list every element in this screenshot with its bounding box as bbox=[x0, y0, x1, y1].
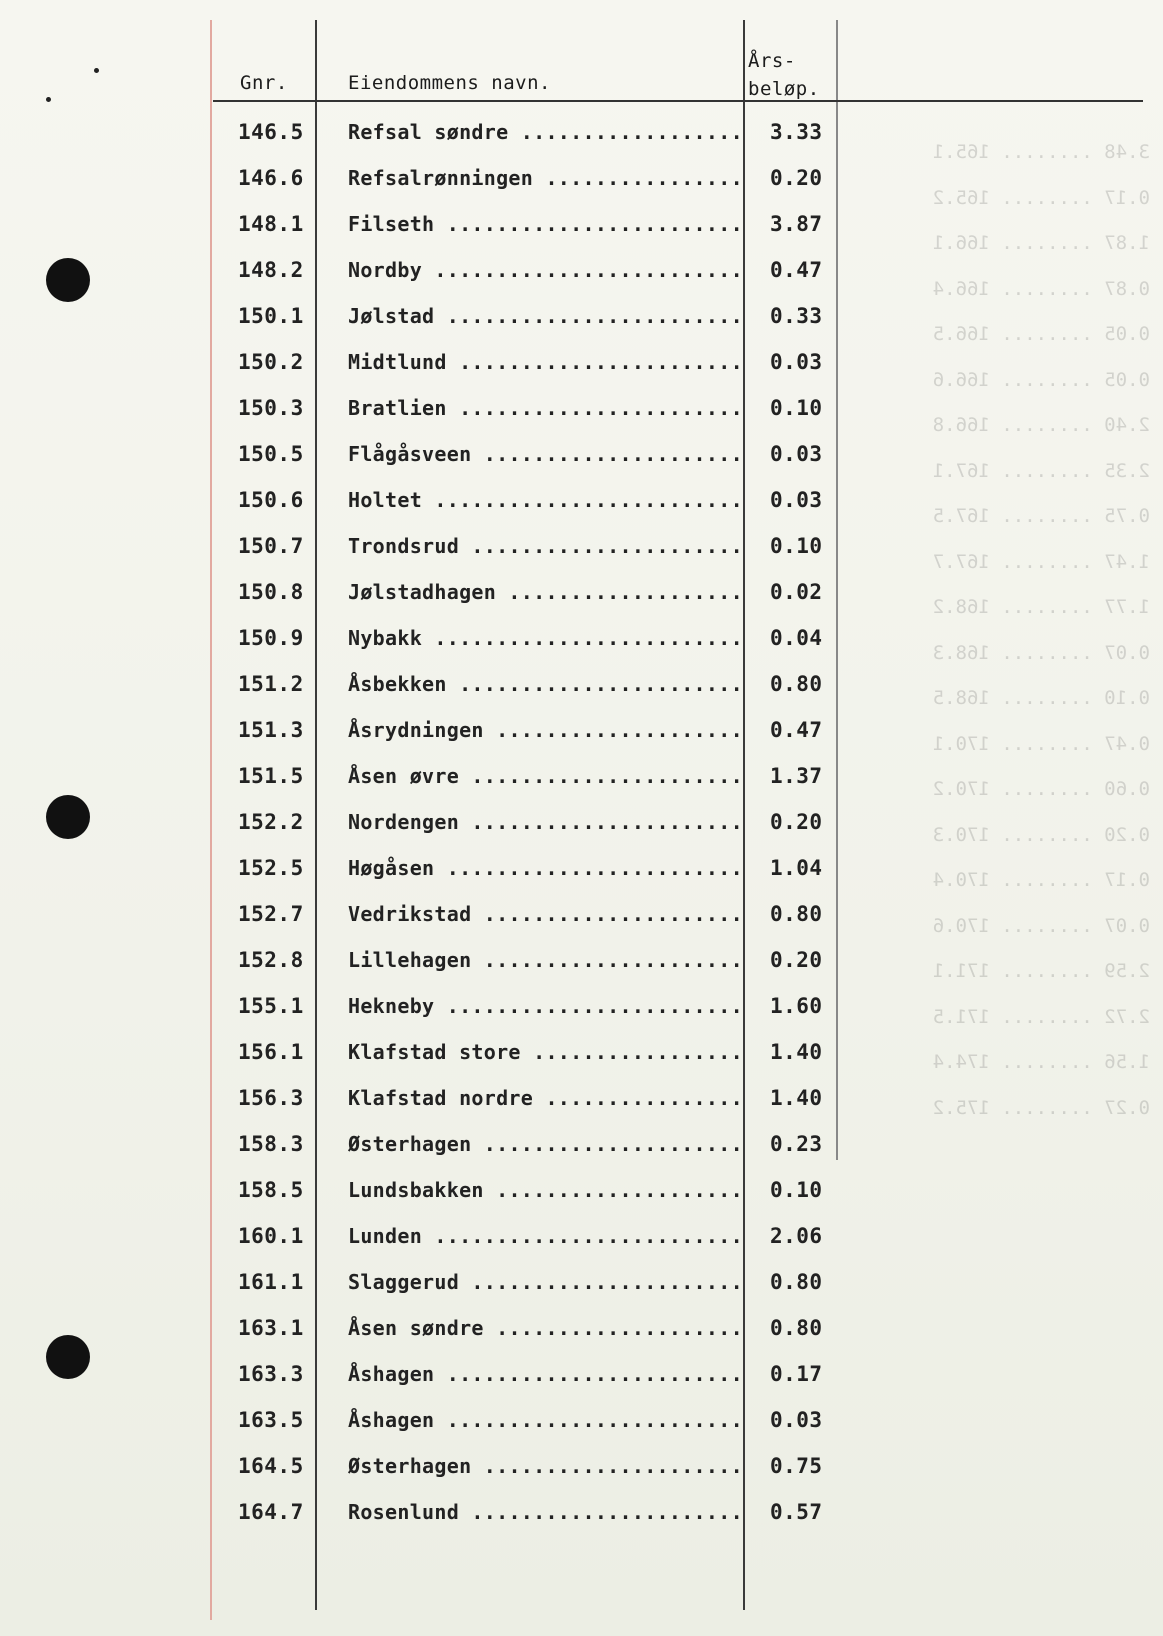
property-name-cell: Klafstad nordre ..... bbox=[348, 1086, 744, 1110]
property-name-cell: Lunden ..... bbox=[348, 1224, 744, 1248]
table-row bbox=[0, 856, 1163, 900]
gnr-cell: 148.1 bbox=[238, 212, 304, 236]
table-row bbox=[0, 120, 1163, 164]
property-name-cell: Nybakk ..... bbox=[348, 626, 744, 650]
table-row bbox=[0, 304, 1163, 348]
amount-cell: 1.37 bbox=[770, 764, 823, 788]
property-name-cell: Trondsrud ..... bbox=[348, 534, 744, 558]
gnr-cell: 150.6 bbox=[238, 488, 304, 512]
table-row bbox=[0, 1040, 1163, 1084]
column-header-name: Eiendommens navn. bbox=[348, 72, 551, 94]
table-row bbox=[0, 350, 1163, 394]
amount-cell: 0.10 bbox=[770, 534, 823, 558]
amount-cell: 0.75 bbox=[770, 1454, 823, 1478]
amount-cell: 3.87 bbox=[770, 212, 823, 236]
gnr-cell: 150.8 bbox=[238, 580, 304, 604]
property-name-cell: Slaggerud ..... bbox=[348, 1270, 744, 1294]
property-name-cell: Høgåsen ..... bbox=[348, 856, 744, 880]
property-name-cell: Åsen øvre ..... bbox=[348, 764, 744, 788]
gnr-cell: 146.5 bbox=[238, 120, 304, 144]
table-row bbox=[0, 1316, 1163, 1360]
amount-cell: 0.03 bbox=[770, 442, 823, 466]
ink-dot bbox=[94, 68, 99, 73]
gnr-cell: 164.7 bbox=[238, 1500, 304, 1524]
column-header-amount-line2: beløp. bbox=[748, 78, 820, 100]
gnr-cell: 150.9 bbox=[238, 626, 304, 650]
amount-cell: 0.03 bbox=[770, 1408, 823, 1432]
gnr-cell: 155.1 bbox=[238, 994, 304, 1018]
property-name-cell: Åsbekken ..... bbox=[348, 672, 744, 696]
amount-cell: 0.04 bbox=[770, 626, 823, 650]
gnr-cell: 156.1 bbox=[238, 1040, 304, 1064]
property-name-cell: Østerhagen ..... bbox=[348, 1454, 744, 1478]
amount-cell: 1.60 bbox=[770, 994, 823, 1018]
amount-cell: 0.03 bbox=[770, 488, 823, 512]
amount-cell: 0.47 bbox=[770, 718, 823, 742]
table-row bbox=[0, 212, 1163, 256]
gnr-cell: 152.2 bbox=[238, 810, 304, 834]
header-rule bbox=[213, 100, 1143, 102]
amount-cell: 0.03 bbox=[770, 350, 823, 374]
gnr-cell: 163.3 bbox=[238, 1362, 304, 1386]
property-name-cell: Vedrikstad ..... bbox=[348, 902, 744, 926]
gnr-cell: 158.5 bbox=[238, 1178, 304, 1202]
property-name-cell: Klafstad store ..... bbox=[348, 1040, 744, 1064]
amount-cell: 0.57 bbox=[770, 1500, 823, 1524]
amount-cell: 0.80 bbox=[770, 1316, 823, 1340]
property-name-cell: Nordby ..... bbox=[348, 258, 744, 282]
table-row bbox=[0, 1362, 1163, 1406]
amount-cell: 1.40 bbox=[770, 1040, 823, 1064]
gnr-cell: 163.1 bbox=[238, 1316, 304, 1340]
amount-cell: 0.23 bbox=[770, 1132, 823, 1156]
table-row bbox=[0, 1408, 1163, 1452]
bleed-through-text: 3.48 ........ 165.1 0.17 ........ 165.2 1.87 ........ 166.1 0.87 ........ 166.4 0.05 ........ 166.5 0.05 ........ 166.6 2.40 ........ 166.8 2.35 ........ 167.1 0.75 ........ 167.5 1.47 ........ 167.7 1.77 ........ 168.2 0.07 ........ 168.3 0.10 ........ 168.5 0.47 ........ 170.1 0.60 ........ 170.2 0.20 ........ 170.3 0.17 ........ 170.4 0.07 ........ 170.6 2.59 ........ 171.1 2.72 ........ 171.5 1.56 ........ 174.4 0.27 ........ 175.2 bbox=[932, 141, 1150, 1119]
gnr-cell: 152.5 bbox=[238, 856, 304, 880]
table-row bbox=[0, 764, 1163, 808]
table-row bbox=[0, 1224, 1163, 1268]
property-name-cell: Jølstadhagen ..... bbox=[348, 580, 744, 604]
amount-cell: 0.20 bbox=[770, 810, 823, 834]
table-row bbox=[0, 258, 1163, 302]
gnr-cell: 152.8 bbox=[238, 948, 304, 972]
amount-cell: 0.80 bbox=[770, 672, 823, 696]
property-name-cell: Nordengen ..... bbox=[348, 810, 744, 834]
table-row bbox=[0, 534, 1163, 578]
property-name-cell: Åshagen ..... bbox=[348, 1362, 744, 1386]
amount-cell: 0.20 bbox=[770, 948, 823, 972]
gnr-cell: 150.7 bbox=[238, 534, 304, 558]
property-name-cell: Midtlund ..... bbox=[348, 350, 744, 374]
column-header-amount-line1: Års- bbox=[748, 50, 796, 72]
gnr-cell: 146.6 bbox=[238, 166, 304, 190]
table-row bbox=[0, 488, 1163, 532]
gnr-cell: 150.2 bbox=[238, 350, 304, 374]
ink-dot bbox=[46, 97, 51, 102]
gnr-cell: 160.1 bbox=[238, 1224, 304, 1248]
gnr-cell: 163.5 bbox=[238, 1408, 304, 1432]
amount-cell: 0.10 bbox=[770, 1178, 823, 1202]
column-header-gnr: Gnr. bbox=[240, 72, 288, 94]
amount-cell: 0.33 bbox=[770, 304, 823, 328]
amount-cell: 0.47 bbox=[770, 258, 823, 282]
amount-cell: 0.80 bbox=[770, 902, 823, 926]
property-name-cell: Hekneby ..... bbox=[348, 994, 744, 1018]
amount-cell: 0.80 bbox=[770, 1270, 823, 1294]
gnr-cell: 156.3 bbox=[238, 1086, 304, 1110]
amount-cell: 0.17 bbox=[770, 1362, 823, 1386]
table-row bbox=[0, 1270, 1163, 1314]
table-row bbox=[0, 166, 1163, 210]
amount-cell: 0.02 bbox=[770, 580, 823, 604]
property-name-cell: Åshagen ..... bbox=[348, 1408, 744, 1432]
gnr-cell: 152.7 bbox=[238, 902, 304, 926]
table-row bbox=[0, 442, 1163, 486]
table-row bbox=[0, 718, 1163, 762]
gnr-cell: 151.2 bbox=[238, 672, 304, 696]
property-name-cell: Flågåsveen ..... bbox=[348, 442, 744, 466]
table-row bbox=[0, 396, 1163, 440]
gnr-cell: 151.3 bbox=[238, 718, 304, 742]
table-row bbox=[0, 948, 1163, 992]
property-name-cell: Filseth ..... bbox=[348, 212, 744, 236]
table-row bbox=[0, 1178, 1163, 1222]
gnr-cell: 148.2 bbox=[238, 258, 304, 282]
gnr-cell: 164.5 bbox=[238, 1454, 304, 1478]
gnr-cell: 150.1 bbox=[238, 304, 304, 328]
property-name-cell: Åsen søndre ..... bbox=[348, 1316, 744, 1340]
gnr-cell: 150.5 bbox=[238, 442, 304, 466]
property-name-cell: Rosenlund ..... bbox=[348, 1500, 744, 1524]
table-row bbox=[0, 994, 1163, 1038]
table-row bbox=[0, 810, 1163, 854]
table-row bbox=[0, 1500, 1163, 1544]
property-name-cell: Refsal søndre ..... bbox=[348, 120, 744, 144]
amount-cell: 0.10 bbox=[770, 396, 823, 420]
amount-cell: 0.20 bbox=[770, 166, 823, 190]
property-name-cell: Refsalrønningen ..... bbox=[348, 166, 744, 190]
table-row bbox=[0, 626, 1163, 670]
table-row bbox=[0, 1086, 1163, 1130]
gnr-cell: 158.3 bbox=[238, 1132, 304, 1156]
gnr-cell: 150.3 bbox=[238, 396, 304, 420]
amount-cell: 1.40 bbox=[770, 1086, 823, 1110]
property-name-cell: Bratlien ..... bbox=[348, 396, 744, 420]
table-row bbox=[0, 1454, 1163, 1498]
property-name-cell: Holtet ..... bbox=[348, 488, 744, 512]
property-name-cell: Østerhagen ..... bbox=[348, 1132, 744, 1156]
table-row bbox=[0, 902, 1163, 946]
property-name-cell: Lillehagen ..... bbox=[348, 948, 744, 972]
gnr-cell: 161.1 bbox=[238, 1270, 304, 1294]
gnr-cell: 151.5 bbox=[238, 764, 304, 788]
property-name-cell: Jølstad ..... bbox=[348, 304, 744, 328]
amount-cell: 2.06 bbox=[770, 1224, 823, 1248]
table-row bbox=[0, 580, 1163, 624]
amount-cell: 3.33 bbox=[770, 120, 823, 144]
property-name-cell: Åsrydningen ..... bbox=[348, 718, 744, 742]
table-row bbox=[0, 672, 1163, 716]
amount-cell: 1.04 bbox=[770, 856, 823, 880]
table-row bbox=[0, 1132, 1163, 1176]
property-name-cell: Lundsbakken ..... bbox=[348, 1178, 744, 1202]
